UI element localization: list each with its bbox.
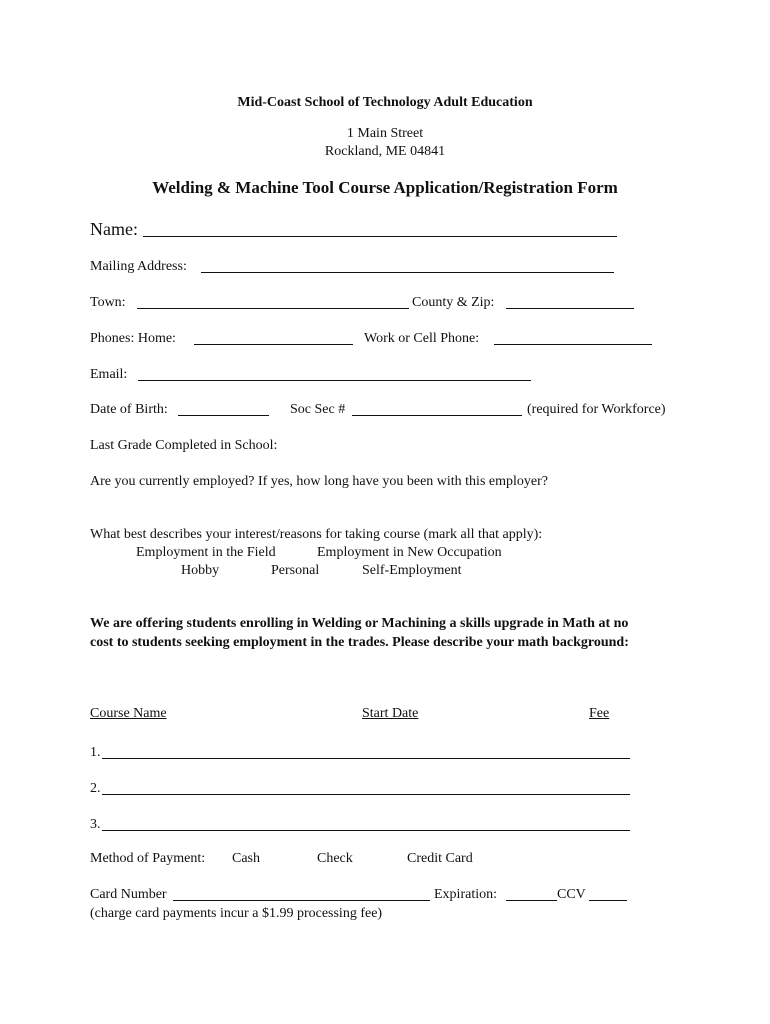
payment-option-cash[interactable]: Cash (232, 851, 260, 866)
ccv-label: CCV (557, 887, 586, 902)
form-title: Welding & Machine Tool Course Application/Registration Form (152, 178, 618, 197)
soc-sec-label: Soc Sec # (290, 402, 346, 417)
payment-method-label: Method of Payment: (90, 851, 206, 866)
town-label: Town: (90, 295, 126, 310)
option-self-employment[interactable]: Self-Employment (362, 563, 462, 578)
fee-header: Fee (589, 706, 610, 721)
interest-question: What best describes your interest/reasons for taking course (mark all that apply): (90, 527, 543, 542)
option-personal[interactable]: Personal (271, 563, 320, 578)
option-employment-in-field[interactable]: Employment in the Field (136, 545, 276, 560)
home-phone-field[interactable] (194, 344, 353, 345)
processing-fee-note: (charge card payments incur a $1.99 processing fee) (90, 906, 383, 921)
course-row-2-number: 2. (90, 781, 101, 796)
mailing-address-label: Mailing Address: (90, 259, 187, 274)
school-name: Mid-Coast School of Technology Adult Education (237, 95, 533, 110)
ccv-field[interactable] (589, 900, 627, 901)
card-number-label: Card Number (90, 887, 167, 902)
employment-question: Are you currently employed? If yes, how long have you been with this employer? (90, 474, 548, 489)
address-line-2: Rockland, ME 04841 (324, 144, 446, 159)
soc-sec-field[interactable] (352, 415, 522, 416)
payment-option-credit-card[interactable]: Credit Card (407, 851, 473, 866)
math-offer-line-2: cost to students seeking employment in the trades. Please describe your math background: (90, 635, 629, 650)
option-employment-new-occupation[interactable]: Employment in New Occupation (317, 545, 502, 560)
course-row-3-field[interactable] (102, 830, 630, 831)
option-hobby[interactable]: Hobby (181, 563, 220, 578)
dob-field[interactable] (178, 415, 269, 416)
work-cell-phone-field[interactable] (494, 344, 652, 345)
county-zip-label: County & Zip: (412, 295, 495, 310)
expiration-field[interactable] (506, 900, 557, 901)
email-label: Email: (90, 367, 128, 382)
county-zip-field[interactable] (506, 308, 634, 309)
name-label: Name: (90, 219, 138, 239)
work-cell-phone-label: Work or Cell Phone: (364, 331, 480, 346)
name-field[interactable] (143, 236, 617, 237)
last-grade-label: Last Grade Completed in School: (90, 438, 278, 453)
course-name-header: Course Name (90, 706, 167, 721)
start-date-header: Start Date (362, 706, 419, 721)
expiration-label: Expiration: (434, 887, 497, 902)
email-field[interactable] (138, 380, 531, 381)
home-phone-label: Phones: Home: (90, 331, 176, 346)
soc-sec-note: (required for Workforce) (527, 402, 666, 417)
card-number-field[interactable] (173, 900, 430, 901)
dob-label: Date of Birth: (90, 402, 168, 417)
course-row-1-number: 1. (90, 745, 101, 760)
town-field[interactable] (137, 308, 409, 309)
payment-option-check[interactable]: Check (317, 851, 353, 866)
course-row-3-number: 3. (90, 817, 101, 832)
address-line-1: 1 Main Street (346, 126, 424, 141)
course-row-1-field[interactable] (102, 758, 630, 759)
course-row-2-field[interactable] (102, 794, 630, 795)
mailing-address-field[interactable] (201, 272, 614, 273)
math-offer-line-1: We are offering students enrolling in Welding or Machining a skills upgrade in Math at no (90, 616, 629, 631)
